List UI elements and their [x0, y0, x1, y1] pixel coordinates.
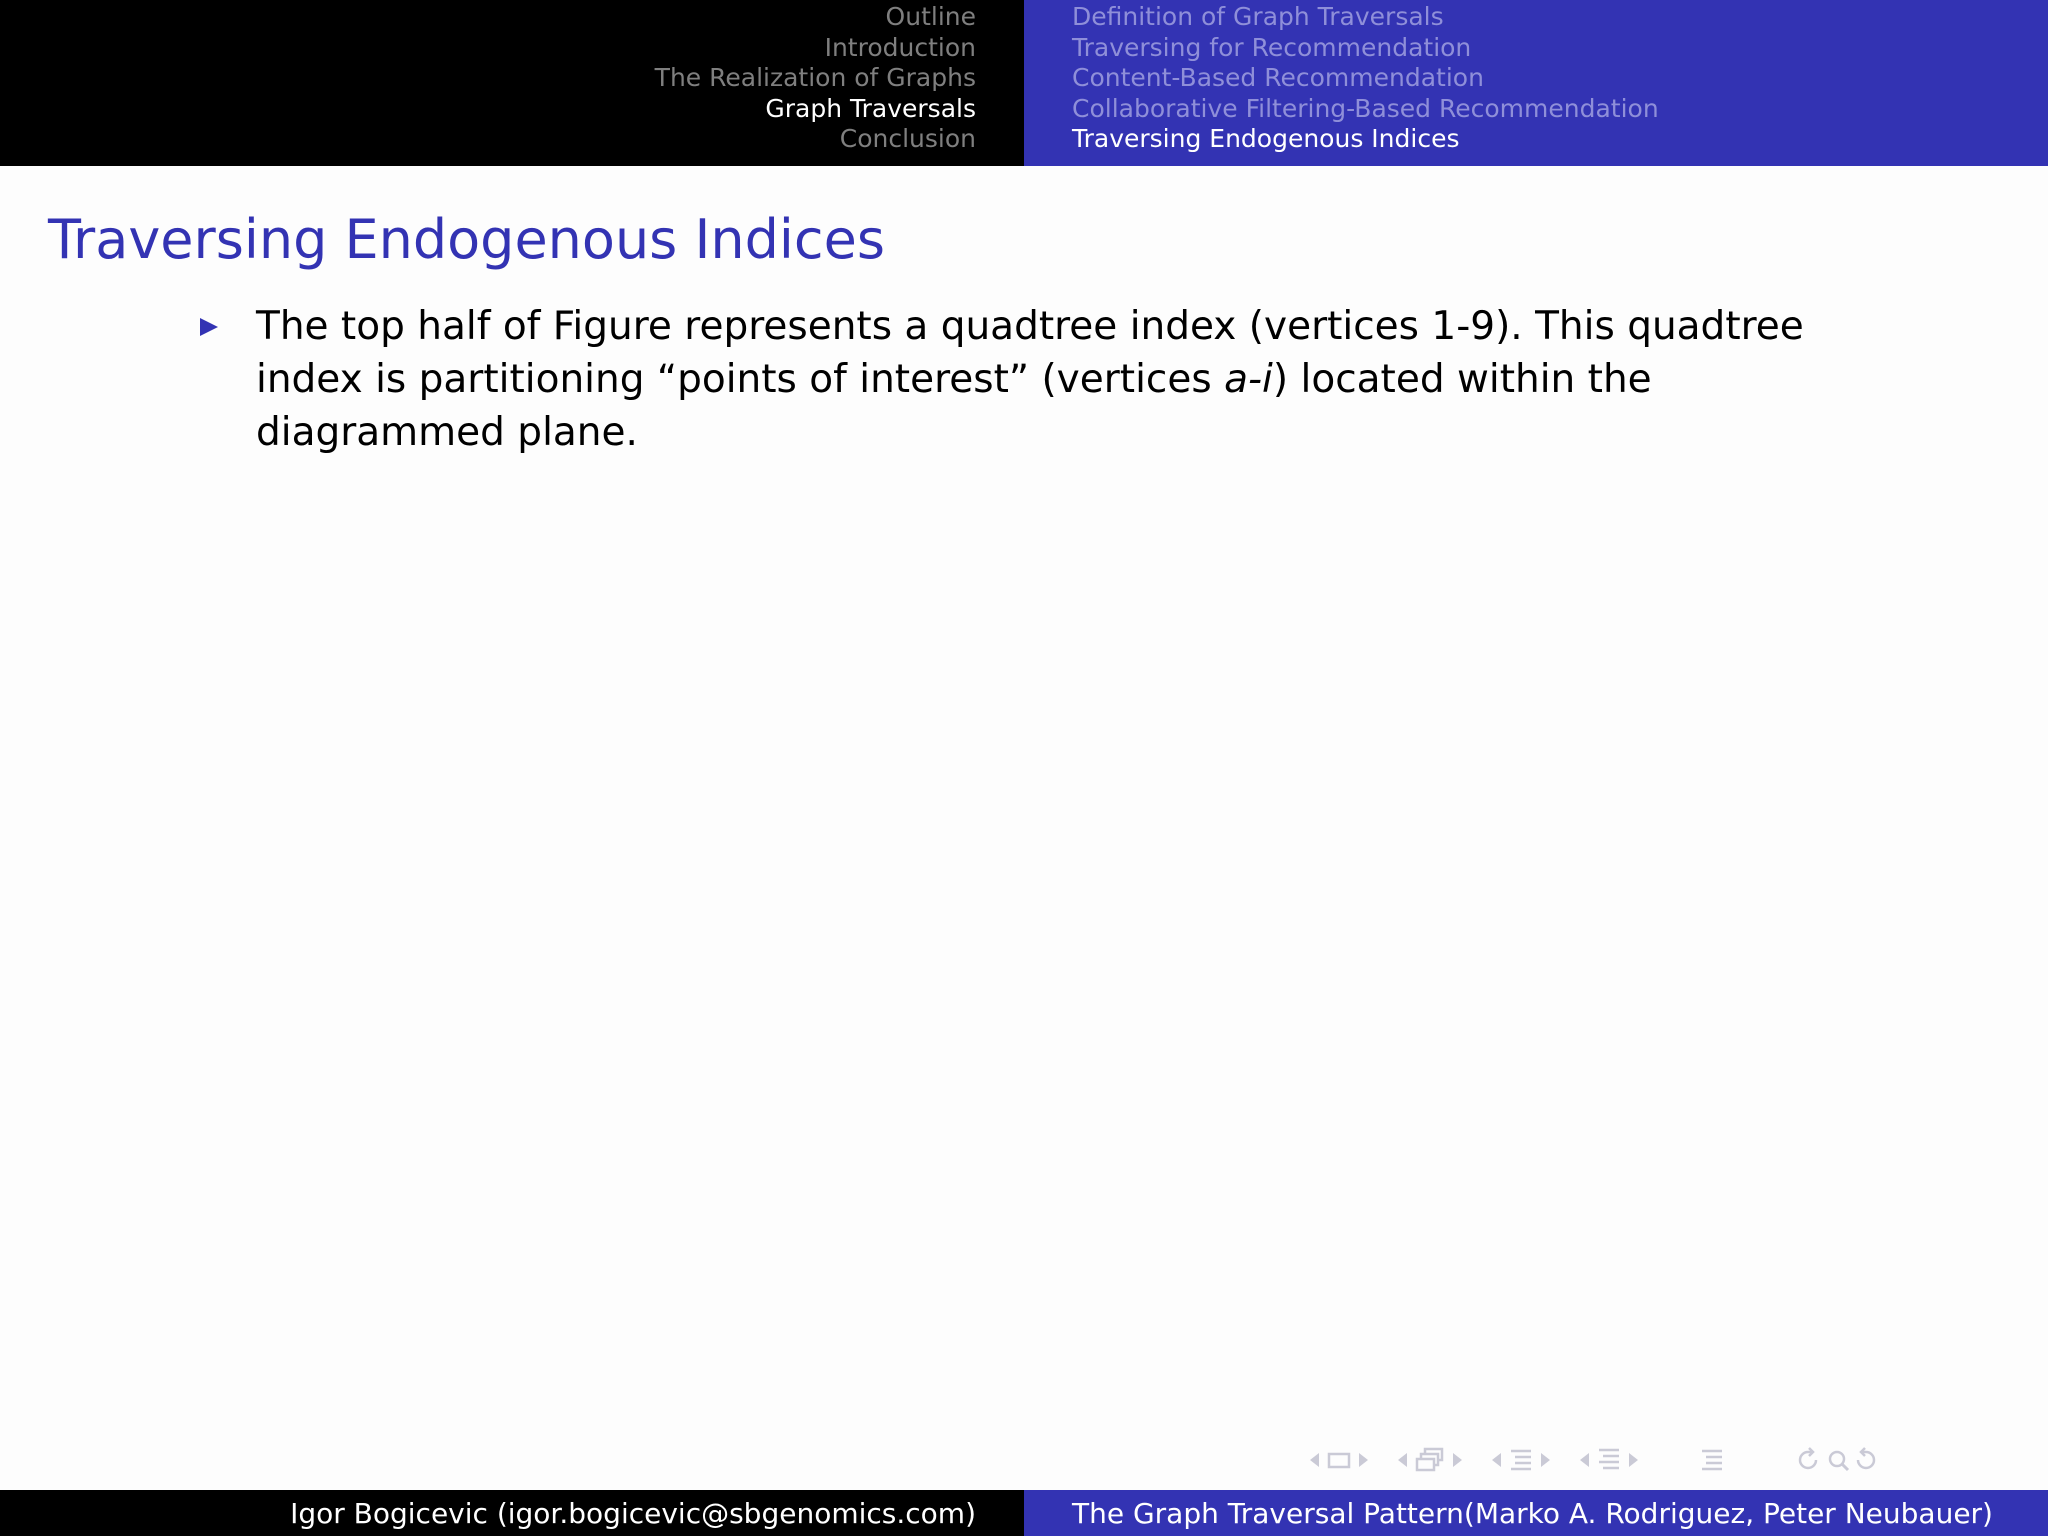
- bullet-item: [200, 300, 1900, 459]
- slide-content: [200, 300, 1900, 459]
- search-icon[interactable]: [1794, 1446, 1880, 1474]
- subsection-nav-icon[interactable]: [1492, 1447, 1550, 1473]
- bullet-text-start: The top half of Figure represents a quadtree index (vertices 1-9). This quadtree index is partitioning “points of interest” (vertices: [256, 304, 1804, 402]
- nav-subsection-endogenous-indices[interactable]: Traversing Endogenous Indices: [1072, 124, 1460, 154]
- nav-section-introduction[interactable]: Introduction: [824, 32, 976, 62]
- beamer-navigation-symbols: [1310, 1444, 1880, 1476]
- frame-nav-icon[interactable]: [1398, 1447, 1462, 1473]
- slide-header: [0, 0, 2048, 166]
- nav-section-conclusion[interactable]: Conclusion: [839, 124, 976, 154]
- nav-subsection-definition[interactable]: Definition of Graph Traversals: [1072, 2, 1444, 31]
- slide-title: Traversing Endogenous Indices: [48, 208, 885, 271]
- nav-subsection-collaborative-filtering[interactable]: Collaborative Filtering-Based Recommendation: [1072, 93, 1659, 123]
- nav-section-realization-of-graphs[interactable]: The Realization of Graphs: [654, 63, 976, 93]
- bullet-triangle-icon: [200, 318, 218, 336]
- subsection-navigation: [1024, 0, 2048, 166]
- section-navigation: [0, 0, 1024, 166]
- nav-section-outline[interactable]: Outline: [885, 2, 976, 31]
- bullet-text-italic: a-i: [1224, 357, 1273, 402]
- nav-subsection-content-based[interactable]: Content-Based Recommendation: [1072, 63, 1484, 93]
- bullet-text-end: ) located within the diagrammed plane.: [256, 357, 1652, 455]
- slide-footer: [0, 1490, 2048, 1536]
- footer-title: The Graph Traversal Pattern(Marko A. Rodriguez, Peter Neubauer): [1024, 1490, 2048, 1536]
- footer-author: Igor Bogicevic (igor.bogicevic@sbgenomics.com): [0, 1490, 1024, 1536]
- section-nav-icon[interactable]: [1580, 1447, 1638, 1473]
- document-nav-icon[interactable]: [1700, 1447, 1724, 1473]
- bullet-text: [256, 300, 1900, 459]
- nav-subsection-traversing-recommendation[interactable]: Traversing for Recommendation: [1072, 32, 1472, 62]
- slide-nav-icon[interactable]: [1310, 1451, 1368, 1469]
- nav-section-graph-traversals[interactable]: Graph Traversals: [765, 93, 976, 123]
